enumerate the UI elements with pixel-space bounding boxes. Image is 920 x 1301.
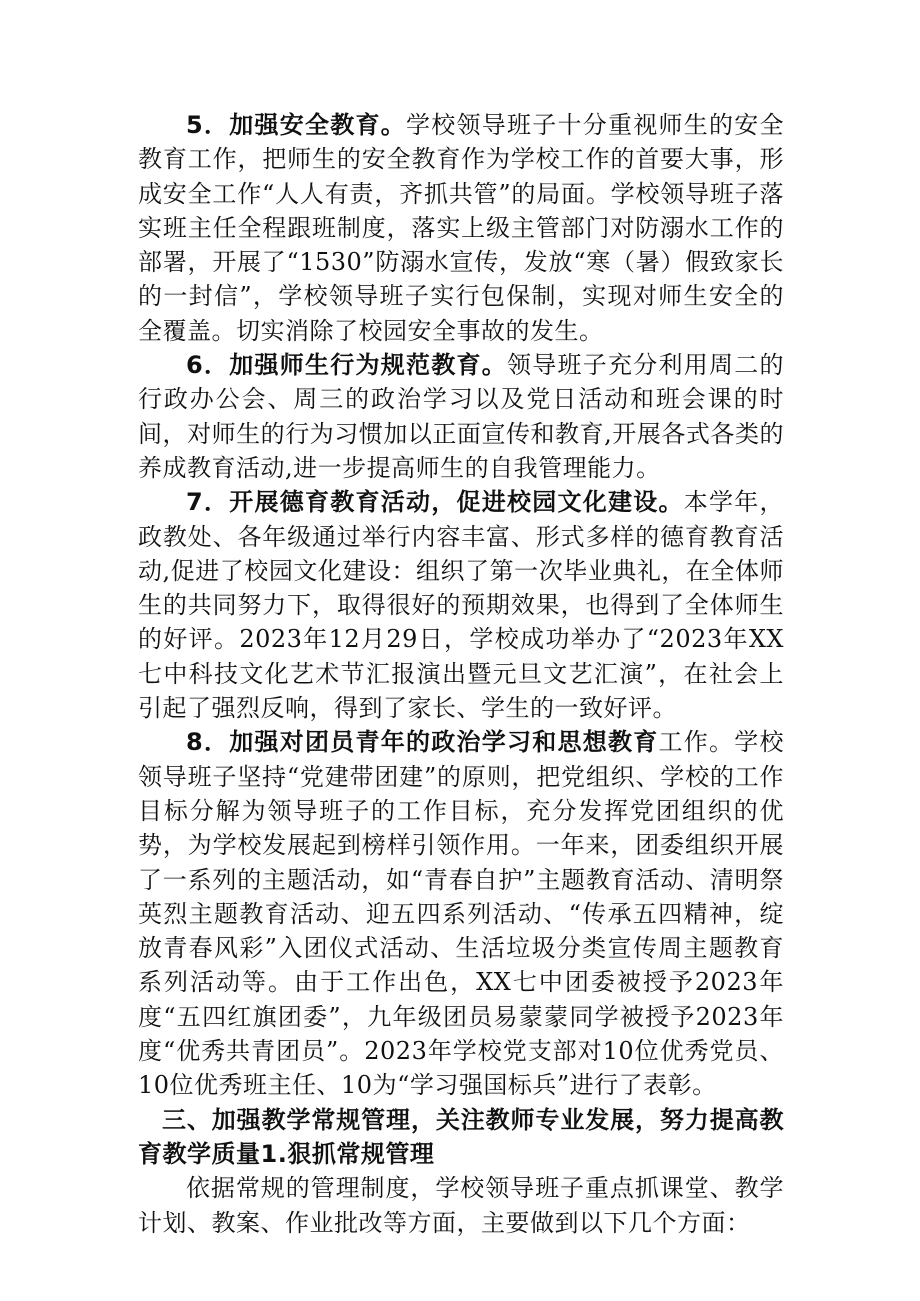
paragraph-lead: 6．加强师生行为规范教育。: [186, 351, 507, 380]
paragraph-safety-education: [138, 108, 784, 348]
section-heading: [138, 1103, 784, 1172]
document-page: [138, 108, 784, 1240]
paragraph-text: 工作。学校领导班子坚持“党建带团建”的原则，把党组织、学校的工作目标分解为领导班子的工作目标，充分发挥党团组织的优势，为学校发展起到榜样引领作用。一年来，团委组织开展了一系列的主题活动，如“青春自护”主题教育活动、清明祭英烈主题教育活动、迎五四系列活动、“传承五四精神，绽放青春风彩”入团仪式活动、生活垃圾分类宣传周主题教育系列活动等。由于工作出色，XX七中团委被授予2023年度“五四红旗团委”，九年级团员易蒙蒙同学被授予2023年度“优秀共青团员”。2023年学校党支部对10位优秀党员、10位优秀班主任、10为“学习强国标兵”进行了表彰。: [138, 728, 785, 1100]
section-heading-text: 三、加强教学常规管理，关注教师专业发展，努力提高教育教学质量: [138, 1105, 784, 1168]
paragraph-text: 本学年，政教处、各年级通过举行内容丰富、形式多样的德育教育活动,促进了校园文化建设：组织了第一次毕业典礼，在全体师生的共同努力下，取得很好的预期效果，也得到了全体师生的好评。2023年12月29日，学校成功举办了“2023年XX七中科技文化艺术节汇报演出暨元旦文艺汇演”，在社会上引起了强烈反响，得到了家长、学生的一致好评。: [138, 488, 785, 723]
paragraph-text: 学校领导班子十分重视师生的安全教育工作，把师生的安全教育作为学校工作的首要大事，形成安全工作“人人有责，齐抓共管”的局面。学校领导班子落实班主任全程跟班制度，落实上级主管部门对防溺水工作的部署，开展了“1530”防溺水宣传，发放“寒（暑）假致家长的一封信”，学校领导班子实行包保制，实现对师生安全的全覆盖。切实消除了校园安全事故的发生。: [138, 111, 784, 345]
paragraph-closing: [138, 1171, 784, 1240]
paragraph-lead: 5．加强安全教育。: [186, 111, 406, 139]
paragraph-moral-education: [138, 485, 784, 725]
paragraph-text: 领导班子充分利用周二的行政办公会、周三的政治学习以及党日活动和班会课的时间，对师生的行为习惯加以正面宣传和教育,开展各式各类的养成教育活动,进一步提高师生的自我管理能力。: [138, 351, 785, 482]
paragraph-lead: 8．加强对团员青年的政治学习和思想教育: [186, 728, 659, 757]
paragraph-behavior-education: [138, 348, 784, 485]
paragraph-youth-education: [138, 725, 784, 1102]
paragraph-lead: 7．开展德育教育活动，促进校园文化建设。: [186, 488, 684, 517]
section-subheading: 1.狠抓常规管理: [260, 1139, 435, 1168]
paragraph-text: 依据常规的管理制度，学校领导班子重点抓课堂、教学计划、教案、作业批改等方面，主要做到以下几个方面：: [138, 1174, 784, 1237]
